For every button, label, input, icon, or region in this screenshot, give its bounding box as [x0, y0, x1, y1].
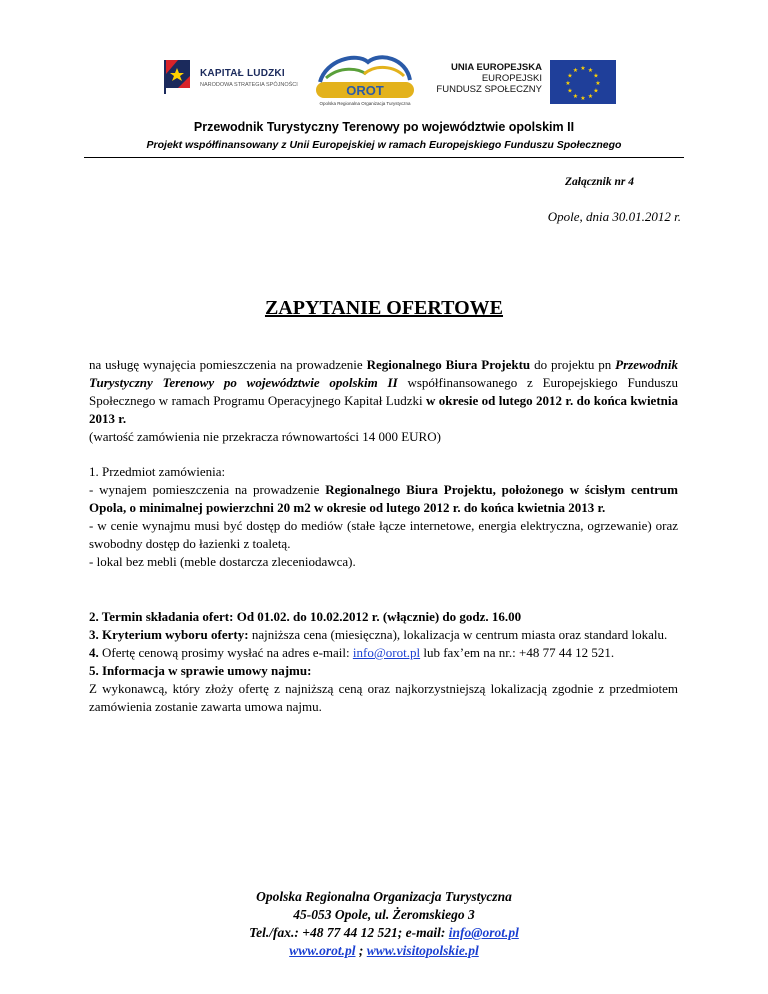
kapital-ludzki-subtitle: NARODOWA STRATEGIA SPÓJNOŚCI: [200, 82, 298, 88]
intro-text-1: na usługę wynajęcia pomieszczenia na prowadzenie: [89, 357, 367, 372]
svg-text:★: ★: [580, 65, 586, 72]
intro-text-2: do projektu pn: [530, 357, 616, 372]
section-1-item-2: - w cenie wynajmu musi być dostęp do mediów (stałe łącze internetowe, energia elektryczna, ogrzewanie) oraz swobodny dostęp do łazienki z toaletą.: [89, 518, 678, 551]
section-2-text: 2. Termin składania ofert: Od 01.02. do 10.02.2012 r. (włącznie) do godz. 16.00: [89, 609, 522, 624]
intro-period: w okresie od lutego 2012 r. do końca kwietnia 2013 r.: [89, 393, 679, 426]
eu-line-1: UNIA EUROPEJSKA: [451, 62, 542, 73]
section-4: [89, 644, 678, 662]
annex-number: Załącznik nr 4: [564, 176, 634, 188]
footer-org: Opolska Regionalna Organizacja Turystyczna: [256, 889, 512, 904]
section-3: [89, 626, 678, 644]
intro-note: (wartość zamówienia nie przekracza równowartości 14 000 EURO): [89, 429, 441, 444]
svg-text:★: ★: [593, 87, 599, 95]
sections-2-5: [89, 608, 678, 716]
svg-text:★: ★: [595, 80, 601, 87]
svg-text:★: ★: [587, 67, 594, 74]
section-1: [89, 463, 678, 571]
section-4-text-1: Ofertę cenową prosimy wysłać na adres e-mail:: [98, 645, 353, 660]
footer-websites: [0, 942, 768, 960]
header-subtitle: Projekt współfinansowany z Unii Europejskiej w ramach Europejskiego Funduszu Społecznego: [146, 139, 622, 151]
kapital-ludzki-title: KAPITAŁ LUDZKI: [200, 68, 285, 79]
document-title: ZAPYTANIE OFERTOWE: [264, 297, 504, 319]
eu-line-3: FUNDUSZ SPOŁECZNY: [436, 84, 542, 95]
section-1-heading: 1. Przedmiot zamówienia:: [89, 464, 226, 479]
section-4-text-2: lub fax’em na nr.: +48 77 44 12 521.: [420, 645, 615, 660]
footer-address: 45-053 Opole, ul. Żeromskiego 3: [293, 907, 475, 922]
section-5-label: [89, 662, 678, 680]
section-5-label-text: 5. Informacja w sprawie umowy najmu:: [89, 663, 312, 678]
orot-subtitle: Opolska Regionalna Organizacja Turystyczna: [319, 101, 411, 106]
svg-text:★: ★: [580, 95, 586, 102]
svg-text:★: ★: [593, 72, 599, 80]
section-1-item-3: - lokal bez mebli (meble dostarcza zleceniodawca).: [89, 554, 356, 569]
section-4-email-link[interactable]: info@orot.pl: [352, 645, 421, 660]
header-title: Przewodnik Turystyczny Terenowy po województwie opolskim II: [193, 120, 575, 134]
footer-email-link[interactable]: info@orot.pl: [448, 925, 519, 940]
header-divider: [84, 157, 684, 158]
footer-contact: [0, 924, 768, 942]
eu-line-2: EUROPEJSKI: [481, 73, 542, 84]
place-date: Opole, dnia 30.01.2012 r.: [547, 209, 681, 224]
orot-logo: [306, 52, 424, 110]
svg-text:★: ★: [565, 80, 571, 87]
eu-flag-icon: [550, 60, 616, 104]
intro-text-3: współfinansowanego z Europejskiego Funduszu Społecznego w ramach Programu Operacyjnego Kapitał Ludzki: [89, 375, 678, 408]
intro-project-name: Przewodnik Turystyczny Terenowy po województwie opolskim II: [89, 357, 678, 390]
intro-block: [89, 356, 678, 446]
eu-text: [436, 62, 542, 95]
section-1-item-1: [89, 481, 678, 517]
logos-row: [0, 52, 768, 112]
section-1-item-1-bold: Regionalnego Biura Projektu, położonego w ścisłym centrum Opola, o minimalnej powierzchni 20 m2 w okresie od lutego 2012 r. do końca kwietnia 2013 r.: [89, 482, 678, 515]
eu-logo: [436, 60, 620, 104]
svg-text:★: ★: [567, 72, 573, 80]
footer-separator: ;: [355, 943, 367, 958]
footer-contact-prefix: Tel./fax.: +48 77 44 12 521; e-mail:: [249, 925, 449, 940]
svg-text:★: ★: [587, 93, 594, 100]
orot-emblem-icon: [306, 52, 424, 100]
intro-bold-1: Regionalnego Biura Projektu: [366, 357, 531, 372]
section-3-label: 3. Kryterium wyboru oferty:: [89, 627, 249, 642]
kapital-ludzki-flag-icon: [160, 58, 194, 96]
footer-site-2-link[interactable]: www.visitopolskie.pl: [366, 943, 479, 958]
kapital-ludzki-logo: [160, 58, 298, 98]
svg-text:★: ★: [572, 67, 579, 74]
svg-text:★: ★: [567, 87, 573, 95]
orot-name: OROT: [346, 83, 384, 98]
section-2: [89, 608, 678, 626]
intro-paragraph: [89, 356, 678, 428]
footer-site-1-link[interactable]: www.orot.pl: [289, 943, 356, 958]
section-1-item-1-text: - wynajem pomieszczenia na prowadzenie: [89, 482, 326, 497]
footer: [0, 888, 768, 960]
section-4-label: 4.: [89, 645, 99, 660]
section-3-text: najniższa cena (miesięczna), lokalizacja w centrum miasta oraz standard lokalu.: [248, 627, 668, 642]
section-5-text: Z wykonawcą, który złoży ofertę z najniższą ceną oraz najkorzystniejszą lokalizacją zgodnie z przedmiotem zamówienia zostanie zawarta umowa najmu.: [89, 681, 678, 714]
svg-text:★: ★: [572, 93, 579, 100]
